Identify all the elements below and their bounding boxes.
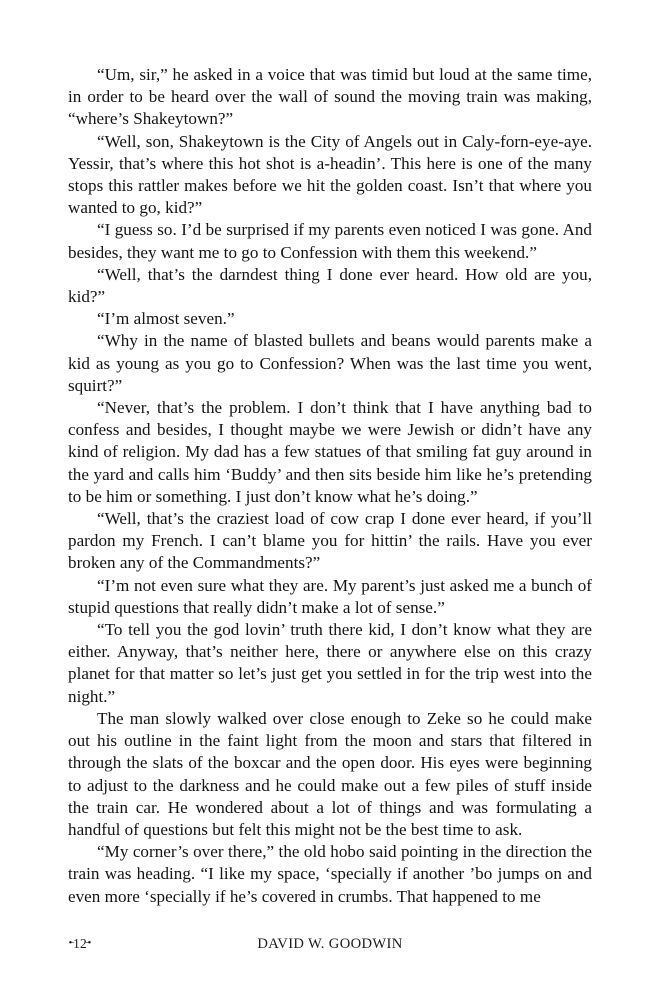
body-paragraph: “Um, sir,” he asked in a voice that was timid but loud at the same time, in order to be heard over the wall of sound the moving train was making, “where’s Shakeytown?” — [68, 65, 592, 129]
body-paragraph: “I’m almost seven.” — [97, 309, 235, 329]
running-head-author: DAVID W. GOODWIN — [257, 936, 403, 952]
body-paragraph: “Well, son, Shakeytown is the City of Angels out in Caly-forn-eye-aye. Yessir, that’s where this hot shot is a-headin’. This here is one of the many stops this rattler makes before we hit the golden coast. Isn’t that where you wanted to go, kid?” — [68, 131, 592, 218]
body-paragraph: “I guess so. I’d be surprised if my parents even noticed I was gone. And besides, they want me to go to Confession with them this weekend.” — [68, 220, 592, 262]
body-paragraph: “Never, that’s the problem. I don’t think that I have anything bad to confess and besides, I thought maybe we were Jewish or didn’t have any kind of religion. My dad has a few statues of that smiling fat guy around in the yard and calls him ‘Buddy’ and then sits beside him like he’s pretending to be him or something. I just don’t know what he’s doing.” — [68, 398, 592, 506]
body-paragraph: “My corner’s over there,” the old hobo said pointing in the direction the train was heading. “I like my space, ‘specially if another ’bo jumps on and even more ‘specially if he’s covered in crumbs. That happened to me — [68, 842, 592, 906]
body-paragraph: “Why in the name of blasted bullets and beans would parents make a kid as young as you go to Confession? When was the last time you went, squirt?” — [68, 331, 592, 395]
body-paragraph: “I’m not even sure what they are. My parent’s just asked me a bunch of stupid questions that really didn’t make a lot of sense.” — [68, 575, 592, 617]
body-paragraph: “Well, that’s the craziest load of cow crap I done ever heard, if you’ll pardon my French. I can’t blame you for hittin’ the rails. Have you ever broken any of the Commandments?” — [68, 509, 592, 573]
page-footer — [68, 932, 592, 956]
folio-ornament-left: •̵ — [68, 937, 73, 949]
folio-ornament-right: ̵• — [87, 937, 92, 949]
body-paragraph: “To tell you the god lovin’ truth there kid, I don’t know what they are either. Anyway, that’s neither here, there or anywhere else on this crazy planet for that matter so let’s just get you settled in for the trip west into the night.” — [68, 620, 592, 706]
body-paragraph: The man slowly walked over close enough to Zeke so he could make out his outline in the faint light from the moon and stars that filtered in through the slats of the boxcar and the open door. His eyes were beginning to adjust to the darkness and he could make out a few piles of stuff inside the train car. He wondered about a lot of things and was formulating a handful of questions but felt this might not be the best time to ask. — [68, 708, 592, 839]
folio-number: 12 — [73, 936, 87, 951]
body-paragraph: “Well, that’s the darndest thing I done ever heard. How old are you, kid?” — [68, 264, 592, 307]
body-text-block — [68, 64, 592, 908]
